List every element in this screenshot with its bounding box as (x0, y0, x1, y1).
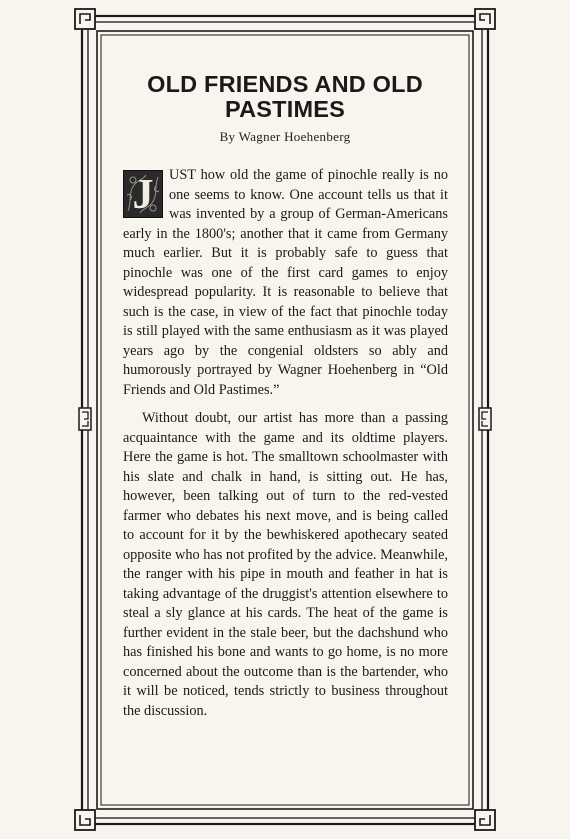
paragraph-1-text: UST how old the game of pinochle really is no one seems to know. One account tells us that it was invented by a group of German-Americans early in the 1800's; another that it came from Germany much earlier. But it is probably safe to guess that pinochle was one of the first card games to enjoy widespread popularity. It is reasonable to believe that such is the case, in view of the fact that pinochle today is still played with the same enthusiasm as it was played years ago by the congenial oldsters so ably and humorously portrayed by Wagner Hoehenberg in “Old Friends and Old Pastimes.” (123, 167, 448, 398)
article-title: OLD FRIENDS AND OLD PASTIMES (147, 71, 423, 122)
drop-cap-ornament (123, 170, 163, 218)
drop-cap-letter: J (132, 172, 154, 218)
paragraph-2: Without doubt, our artist has more than a passing acquaintance with the game and its oldtime players. Here the game is hot. The smalltown schoolmaster with his slate and chalk in hand, is sitting out. He has, however, been talking out of turn to the red-vested farmer who debates his next move, and is being called to account for it by the bewhiskered apothecary seated opposite who has not profited by the advice. Meanwhile, the ranger with his pipe in mouth and feather in hat is taking advantage of the druggist's attention elsewhere to steal a sly glance at his cards. The heat of the game is further evident in the stale beer, but the dachshund who has finished his bone and wants to go home, is no more concerned about the outcome than is the bartender, who it will be noticed, tends strictly to business throughout the discussion. (123, 410, 448, 719)
article-byline: By Wagner Hoehenberg (219, 129, 351, 144)
article-body (123, 166, 448, 721)
paragraph-1 (123, 166, 448, 400)
